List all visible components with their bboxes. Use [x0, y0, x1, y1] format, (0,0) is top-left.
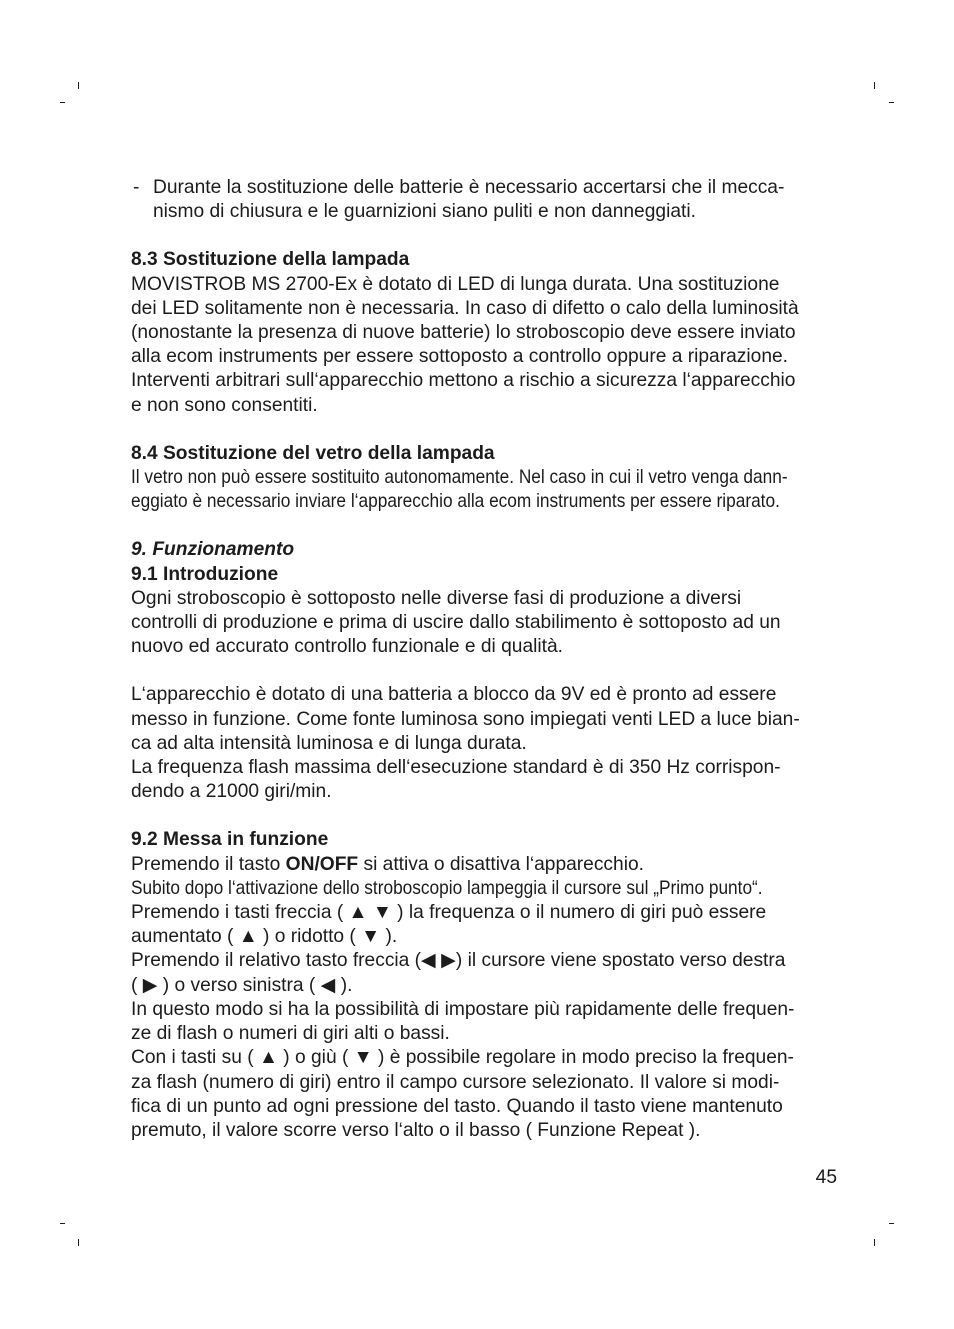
crop-mark-tl-h [60, 102, 65, 103]
paragraph-line: La frequenza flash massima dell‘esecuzione standard è di 350 Hz corrispon- [131, 757, 781, 779]
crop-mark-bl-h [60, 1223, 65, 1224]
bullet-dash: - [133, 177, 140, 198]
paragraph-line: dendo a 21000 giri/min. [131, 781, 332, 803]
paragraph-line: Con i tasti su ( ▲ ) o giù ( ▼ ) è possibile regolare in modo preciso la frequen- [131, 1047, 794, 1069]
paragraph-line: ( ▶ ) o verso sinistra ( ◀ ). [131, 974, 353, 996]
condensed-text: Il vetro non può essere sostituito autonomamente. Nel caso in cui il vetro venga dann- [131, 467, 788, 489]
paragraph-line: alla ecom instruments per essere sottoposto a controllo oppure a riparazione. [131, 346, 788, 368]
paragraph-line: aumentato ( ▲ ) o ridotto ( ▼ ). [131, 926, 398, 948]
paragraph-line: e non sono consentiti. [131, 394, 318, 416]
paragraph-line: In questo modo si ha la possibilità di impostare più rapidamente delle frequen- [131, 998, 795, 1020]
paragraph-line: messo in funzione. Come fonte luminosa sono impiegati venti LED a luce bian- [131, 708, 800, 730]
paragraph-line: L‘apparecchio è dotato di una batteria a blocco da 9V ed è pronto ad essere [131, 684, 777, 706]
bullet-item [131, 176, 841, 224]
page-body [131, 176, 841, 1143]
paragraph-line: ze di flash o numeri di giri alti o bassi. [131, 1023, 450, 1045]
paragraph-line: Premendo il relativo tasto freccia (◀ ▶) il cursore viene spostato verso destra [131, 950, 786, 972]
paragraph-line: (nonostante la presenza di nuove batterie) lo stroboscopio deve essere inviato [131, 322, 796, 344]
bullet-line: nismo di chiusura e le guarnizioni siano puliti e non danneggiati. [153, 201, 696, 223]
bullet-line: Durante la sostituzione delle batterie è necessario accertarsi che il mecca- [153, 177, 785, 198]
paragraph-line: fica di un punto ad ogni pressione del tasto. Quando il tasto viene mantenuto [131, 1095, 783, 1117]
paragraph-line: nuovo ed accurato controllo funzionale e di qualità. [131, 636, 564, 658]
text-span: Premendo il tasto [131, 853, 286, 875]
crop-mark-br-h [889, 1223, 894, 1224]
section-heading-8-3: 8.3 Sostituzione della lampada [131, 249, 410, 271]
paragraph-line: MOVISTROB MS 2700-Ex è dotato di LED di lunga durata. Una sostituzione [131, 273, 780, 295]
condensed-text: eggiato è necessario inviare l‘apparecchio alla ecom instruments per essere riparato. [131, 491, 780, 513]
crop-mark-br-v [874, 1239, 875, 1246]
condensed-text: Subito dopo l‘attivazione dello stroboscopio lampeggia il cursore sul „Primo punto“. [131, 877, 763, 899]
paragraph-line: Premendo i tasti freccia ( ▲ ▼ ) la frequenza o il numero di giri può essere [131, 902, 767, 924]
crop-mark-tr-v [874, 82, 875, 89]
paragraph-line-condensed [131, 466, 841, 490]
text-span: si attiva o disattiva l‘apparecchio. [358, 853, 644, 875]
paragraph-line [131, 853, 841, 877]
paragraph-line: za flash (numero di giri) entro il campo cursore selezionato. Il valore si modi- [131, 1071, 780, 1093]
section-heading-9-2: 9.2 Messa in funzione [131, 829, 329, 851]
paragraph-line: dei LED solitamente non è necessaria. In caso di difetto o calo della luminosità [131, 297, 799, 319]
crop-mark-tr-h [889, 102, 894, 103]
paragraph-line: Interventi arbitrari sull‘apparecchio mettono a rischio a sicurezza l‘apparecchio [131, 370, 796, 392]
paragraph-line: ca ad alta intensità luminosa e di lunga durata. [131, 732, 527, 754]
section-heading-8-4: 8.4 Sostituzione del vetro della lampada [131, 442, 495, 464]
section-heading-9-1: 9.1 Introduzione [131, 563, 279, 585]
on-off-key-label: ON/OFF [285, 853, 359, 875]
crop-mark-tl-v [78, 82, 79, 89]
paragraph-line: controlli di produzione e prima di uscire dallo stabilimento è sottoposto ad un [131, 612, 781, 634]
crop-mark-bl-v [78, 1239, 79, 1246]
paragraph-line-condensed [131, 877, 841, 901]
page-number: 45 [815, 1167, 837, 1188]
paragraph-line: Ogni stroboscopio è sottoposto nelle diverse fasi di produzione a diversi [131, 587, 742, 609]
paragraph-line: premuto, il valore scorre verso l‘alto o il basso ( Funzione Repeat ). [131, 1119, 701, 1141]
paragraph-line-condensed [131, 490, 841, 514]
chapter-title-9: 9. Funzionamento [131, 539, 295, 561]
